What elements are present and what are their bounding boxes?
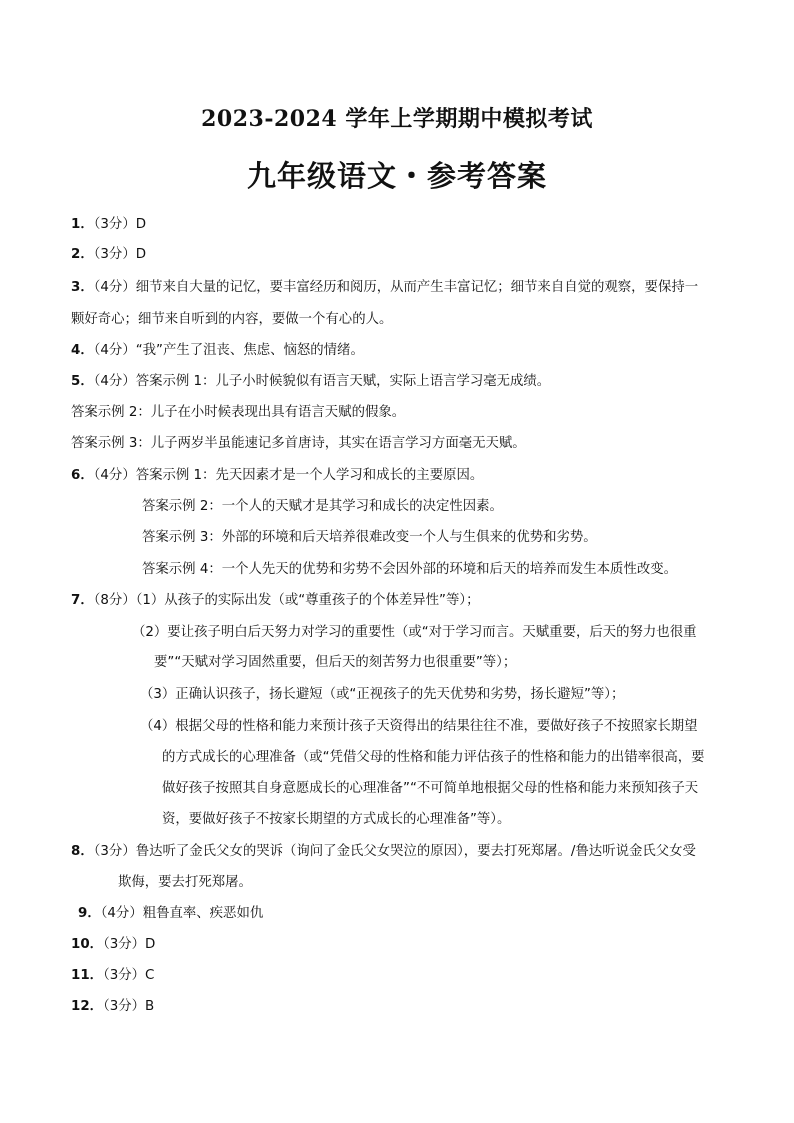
answer-q1 (71, 215, 146, 235)
question-number: 1． (71, 217, 94, 232)
answer-q12 (71, 997, 154, 1017)
answer-q5-line3: 答案示例 3：儿子两岁半虽能速记多首唐诗，其实在语言学习方面毫无天赋。 (71, 436, 526, 451)
answer-q11 (71, 966, 154, 986)
answer-text: （4分）答案示例 1：先天因素才是一个人学习和成长的主要原因。 (93, 468, 484, 483)
answer-q7-line1 (71, 591, 479, 611)
question-number: 12． (71, 999, 104, 1014)
answer-q8-line1 (71, 842, 696, 862)
exam-title: 2023-2024 学年上学期期中模拟考试 (201, 106, 593, 132)
answer-q7-line8: 资，要做好孩子不按家长期望的方式成长的心理准备”等）。 (162, 812, 511, 827)
answer-text: （3分）D (93, 247, 147, 262)
answer-text: （4分）粗鲁直率、疾恶如仇 (100, 906, 264, 921)
answer-q6-line2: 答案示例 2：一个人的天赋才是其学习和成长的决定性因素。 (142, 499, 503, 514)
question-number: 10． (71, 937, 104, 952)
answer-q9 (78, 904, 263, 924)
question-number: 4． (71, 343, 94, 358)
answer-q2 (71, 245, 146, 265)
question-number: 7． (71, 593, 94, 608)
answer-text: （3分）D (93, 217, 147, 232)
question-number: 6． (71, 468, 94, 483)
answer-text: （8分）（1）从孩子的实际出发（或“尊重孩子的个体差异性”等）； (93, 593, 480, 608)
answer-q7-line2: （2）要让孩子明白后天努力对学习的重要性（或“对于学习而言。天赋重要，后天的努力也很重 (132, 625, 697, 640)
answer-q6-line4: 答案示例 4：一个人先天的优势和劣势不会因外部的环境和后天的培养而发生本质性改变。 (142, 562, 678, 577)
answer-q7-line7: 做好孩子按照其自身意愿成长的心理准备”“不可简单地根据父母的性格和能力来预知孩子天 (162, 781, 699, 796)
question-number: 3． (71, 280, 94, 295)
question-number: 8． (71, 844, 94, 859)
answer-q4 (71, 341, 364, 361)
answer-q6-line3: 答案示例 3：外部的环境和后天培养很难改变一个人与生俱来的优势和劣势。 (142, 530, 597, 545)
answer-text: （3分）D (103, 937, 156, 952)
answer-q6-line1 (71, 466, 483, 486)
question-number: 2． (71, 247, 94, 262)
question-number: 9． (78, 906, 101, 921)
answer-q5-line2: 答案示例 2：儿子在小时候表现出具有语言天赋的假象。 (71, 405, 406, 420)
answer-text: （3分）鲁达听了金氏父女的哭诉（询问了金氏父女哭泣的原因），要去打死郑屠。/鲁达听说金氏父女受 (93, 844, 696, 859)
answer-q7-line6: 的方式成长的心理准备（或“凭借父母的性格和能力评估孩子的性格和能力的出错率很高，要 (162, 750, 705, 765)
answer-q3-line2: 颗好奇心；细节来自听到的内容，要做一个有心的人。 (71, 312, 393, 327)
answer-q7-line5: （4）根据父母的性格和能力来预计孩子天资得出的结果往往不准，要做好孩子不按照家长期望 (140, 719, 698, 734)
question-number: 5． (71, 374, 94, 389)
answer-text: （3分）B (103, 999, 155, 1014)
document-title: 九年级语文・参考答案 (246, 159, 547, 193)
answer-text: （4分）细节来自大量的记忆，要丰富经历和阅历，从而产生丰富记忆；细节来自自觉的观察，要保持一 (93, 280, 699, 295)
answer-q5-line1 (71, 372, 550, 392)
answer-q10 (71, 935, 155, 955)
answer-q8-line2: 欺侮，要去打死郑屠。 (118, 875, 252, 890)
answer-q7-line3: 要”“天赋对学习固然重要，但后天的刻苦努力也很重要”等）； (154, 655, 517, 670)
question-number: 11． (71, 968, 104, 983)
answer-q7-line4: （3）正确认识孩子，扬长避短（或“正视孩子的先天优势和劣势，扬长避短”等）； (140, 687, 625, 702)
answer-q3-line1 (71, 278, 698, 298)
answer-text: （4分）答案示例 1：儿子小时候貌似有语言天赋，实际上语言学习毫无成绩。 (93, 374, 551, 389)
answer-text: （4分）“我”产生了沮丧、焦虑、恼怒的情绪。 (93, 343, 364, 358)
answer-text: （3分）C (103, 968, 155, 983)
